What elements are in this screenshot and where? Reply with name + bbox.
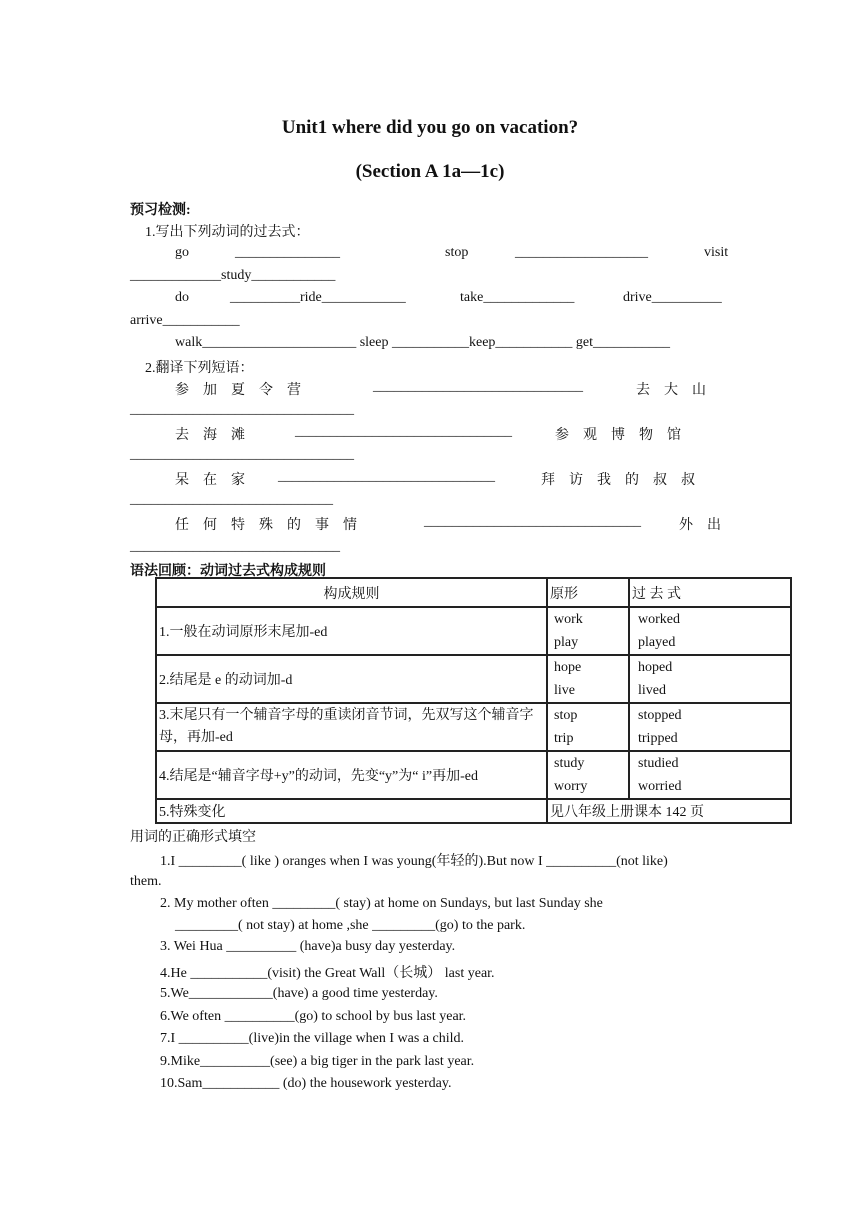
past-cell: stopped tripped [629,703,791,751]
q2-blank: ______________________________ [373,379,583,394]
fill-item: 5.We____________(have) a good time yesterday. [160,986,438,1001]
fill-item: 3. Wei Hua __________ (have)a busy day yesterday. [160,939,456,954]
grammar-table [155,577,792,824]
q2-blank: ______________________________ [130,539,340,554]
preview-heading: 预习检测: [130,203,191,218]
special-note-cell: 见八年级上册课本 142 页 [547,799,791,823]
header-past: 过 去 式 [629,578,791,607]
table-header-row [156,578,791,607]
base-cell: work play [547,607,629,655]
q2-heading: 2.翻译下列短语： [145,361,254,376]
q1-blank: ___________________ [515,245,648,260]
q1-word-stop: stop [445,245,469,260]
q1-take: take_____________ [460,290,575,305]
rule-cell: 3.末尾只有一个辅音字母的重读闭音节词，先双写这个辅音字母，再加-ed [156,703,547,751]
rule-cell: 1.一般在动词原形末尾加-ed [156,607,547,655]
q2-phrase: 参 观 博 物 馆 [555,428,681,443]
q2-phrase: 去 大 山 [636,383,706,398]
header-rule: 构成规则 [156,578,547,607]
q2-phrase: 外 出 [679,518,721,533]
q1-word-go: go [175,245,189,260]
table-row [156,607,791,655]
fill-item: _________( not stay) at home ,she _________(go) to the park. [175,918,526,933]
q1-ride: __________ride____________ [230,290,406,305]
rule-cell: 2.结尾是 e 的动词加-d [156,655,547,703]
fill-item: them. [130,874,162,889]
q2-blank: _____________________________ [130,492,333,507]
fill-item: 9.Mike__________(see) a big tiger in the park last year. [160,1054,475,1069]
past-cell: worked played [629,607,791,655]
q2-phrase: 呆 在 家 [175,473,245,488]
table-row [156,655,791,703]
fill-item: 7.I __________(live)in the village when I was a child. [160,1031,465,1046]
fill-item: 4.He ___________(visit) the Great Wall（长城） last year. [160,966,495,981]
q2-phrase: 拜 访 我 的 叔 叔 [541,473,695,488]
q2-phrase: 任 何 特 殊 的 事 情 [175,518,357,533]
fill-item: 1.I _________( like ) oranges when I was young(年轻的).But now I __________(not like) [160,854,668,869]
past-cell: hoped lived [629,655,791,703]
header-base: 原形 [547,578,629,607]
q2-blank: _______________________________ [278,469,495,484]
past-cell: studied worried [629,751,791,799]
base-cell: study worry [547,751,629,799]
fill-item: 10.Sam___________ (do) the housework yesterday. [160,1076,452,1091]
q2-blank: ________________________________ [130,447,354,462]
q1-line5: walk______________________ sleep ___________keep___________ get___________ [175,335,671,350]
grammar-heading: 语法回顾：动词过去式构成规则 [130,564,326,579]
base-cell: stop trip [547,703,629,751]
base-cell: hope live [547,655,629,703]
q1-blank: _______________ [235,245,340,260]
table-row [156,703,791,751]
fill-item: 2. My mother often _________( stay) at home on Sundays, but last Sunday she [160,896,603,911]
rule-cell: 5.特殊变化 [156,799,547,823]
fill-heading: 用词的正确形式填空 [130,830,256,845]
rule-cell: 4.结尾是“辅音字母+y”的动词，先变“y”为“ i”再加-ed [156,751,547,799]
q2-phrase: 去 海 滩 [175,428,245,443]
q2-blank: ________________________________ [130,402,354,417]
table-row [156,799,791,823]
q2-blank: _______________________________ [295,424,512,439]
q1-line2: _____________study____________ [130,268,336,283]
page-title: Unit1 where did you go on vacation? [281,117,579,138]
q1-arrive: arrive___________ [130,313,240,328]
page-subtitle: (Section A 1a—1c) [355,161,505,182]
q2-phrase: 参 加 夏 令 营 [175,383,301,398]
q1-word-visit: visit [704,245,729,260]
q1-heading: 1.写出下列动词的过去式： [145,225,310,240]
fill-item: 6.We often __________(go) to school by bus last year. [160,1009,467,1024]
q2-blank: _______________________________ [424,514,641,529]
table-row [156,751,791,799]
q1-drive: drive__________ [623,290,722,305]
q1-word-do: do [175,290,189,305]
